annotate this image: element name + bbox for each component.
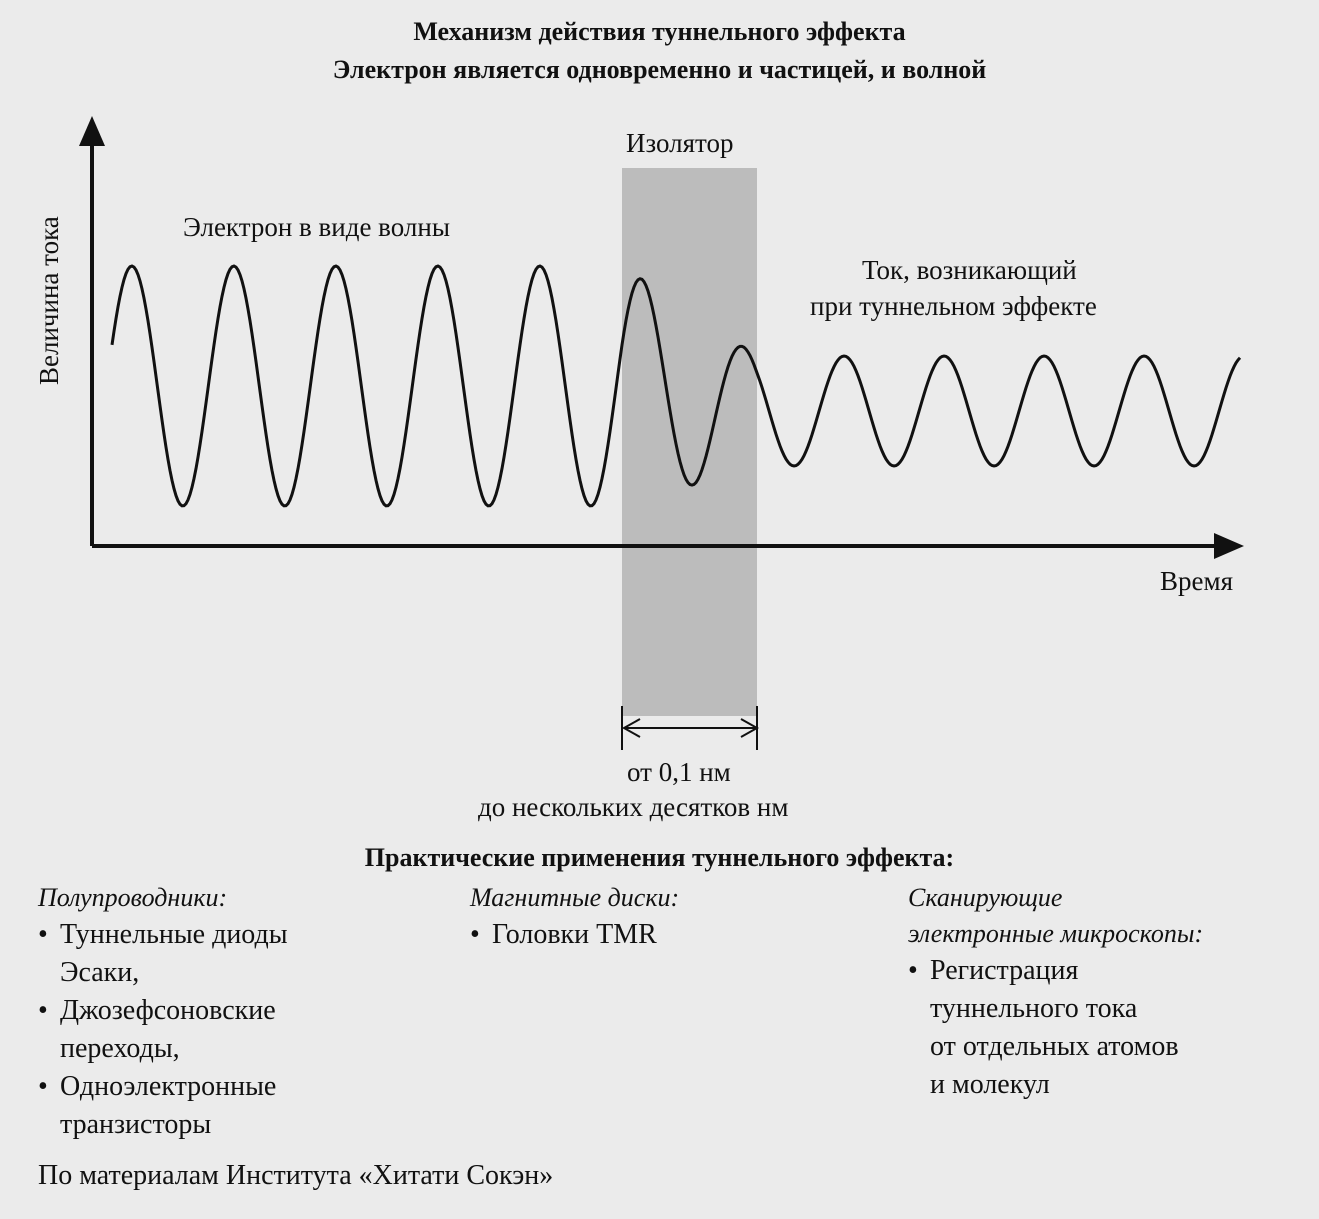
column-microscopes — [908, 880, 1203, 1104]
list-item: • Джозефсоновские — [38, 992, 288, 1030]
wave-label: Электрон в виде волны — [183, 212, 450, 242]
thickness-label-2: до нескольких десятков нм — [478, 792, 789, 822]
column-heading-continuation: электронные микроскопы: — [908, 919, 1204, 948]
bullet-icon: • — [908, 955, 918, 986]
x-axis-label: Время — [1160, 566, 1233, 596]
diagram-subtitle: Электрон является одновременно и частицей, и волной — [332, 55, 987, 84]
tunnel-current-label-2: при туннельном эффекте — [810, 291, 1097, 321]
source-credit: По материалам Института «Хитати Сокэн» — [38, 1160, 554, 1191]
list-item-continuation: Эсаки, — [60, 957, 140, 988]
list-item-continuation: от отдельных атомов — [930, 1031, 1179, 1062]
insulator-label: Изолятор — [626, 128, 734, 158]
diagram-title: Механизм действия туннельного эффекта — [413, 17, 906, 46]
thickness-label-1: от 0,1 нм — [627, 757, 731, 787]
tunnel-current-label-1: Ток, возникающий — [862, 255, 1077, 285]
list-item: • Туннельные диоды — [38, 916, 288, 954]
list-item-continuation: и молекул — [930, 1069, 1050, 1100]
list-item-continuation: транзисторы — [60, 1109, 212, 1140]
bullet-icon: • — [38, 995, 48, 1026]
column-heading: Магнитные диски: — [470, 883, 680, 912]
bullet-icon: • — [38, 1071, 48, 1102]
list-item: • Регистрация — [908, 952, 1203, 990]
column-heading: Полупроводники: — [38, 883, 228, 912]
list-item-continuation: туннельного тока — [930, 993, 1138, 1024]
x-axis-arrowhead — [1214, 533, 1244, 559]
column-heading: Сканирующие — [908, 883, 1063, 912]
bullet-icon: • — [38, 919, 48, 950]
y-axis-label: Величина тока — [34, 216, 64, 385]
applications-heading: Практические применения туннельного эффекта: — [364, 843, 955, 872]
column-magnetic-disks — [470, 880, 679, 954]
list-item: • Головки TMR — [470, 916, 679, 954]
column-semiconductors — [38, 880, 288, 1144]
insulator-region — [622, 168, 757, 716]
list-item: • Одноэлектронные — [38, 1068, 288, 1106]
y-axis-arrowhead — [79, 116, 105, 146]
list-item-continuation: переходы, — [60, 1033, 180, 1064]
bullet-icon: • — [470, 919, 480, 950]
